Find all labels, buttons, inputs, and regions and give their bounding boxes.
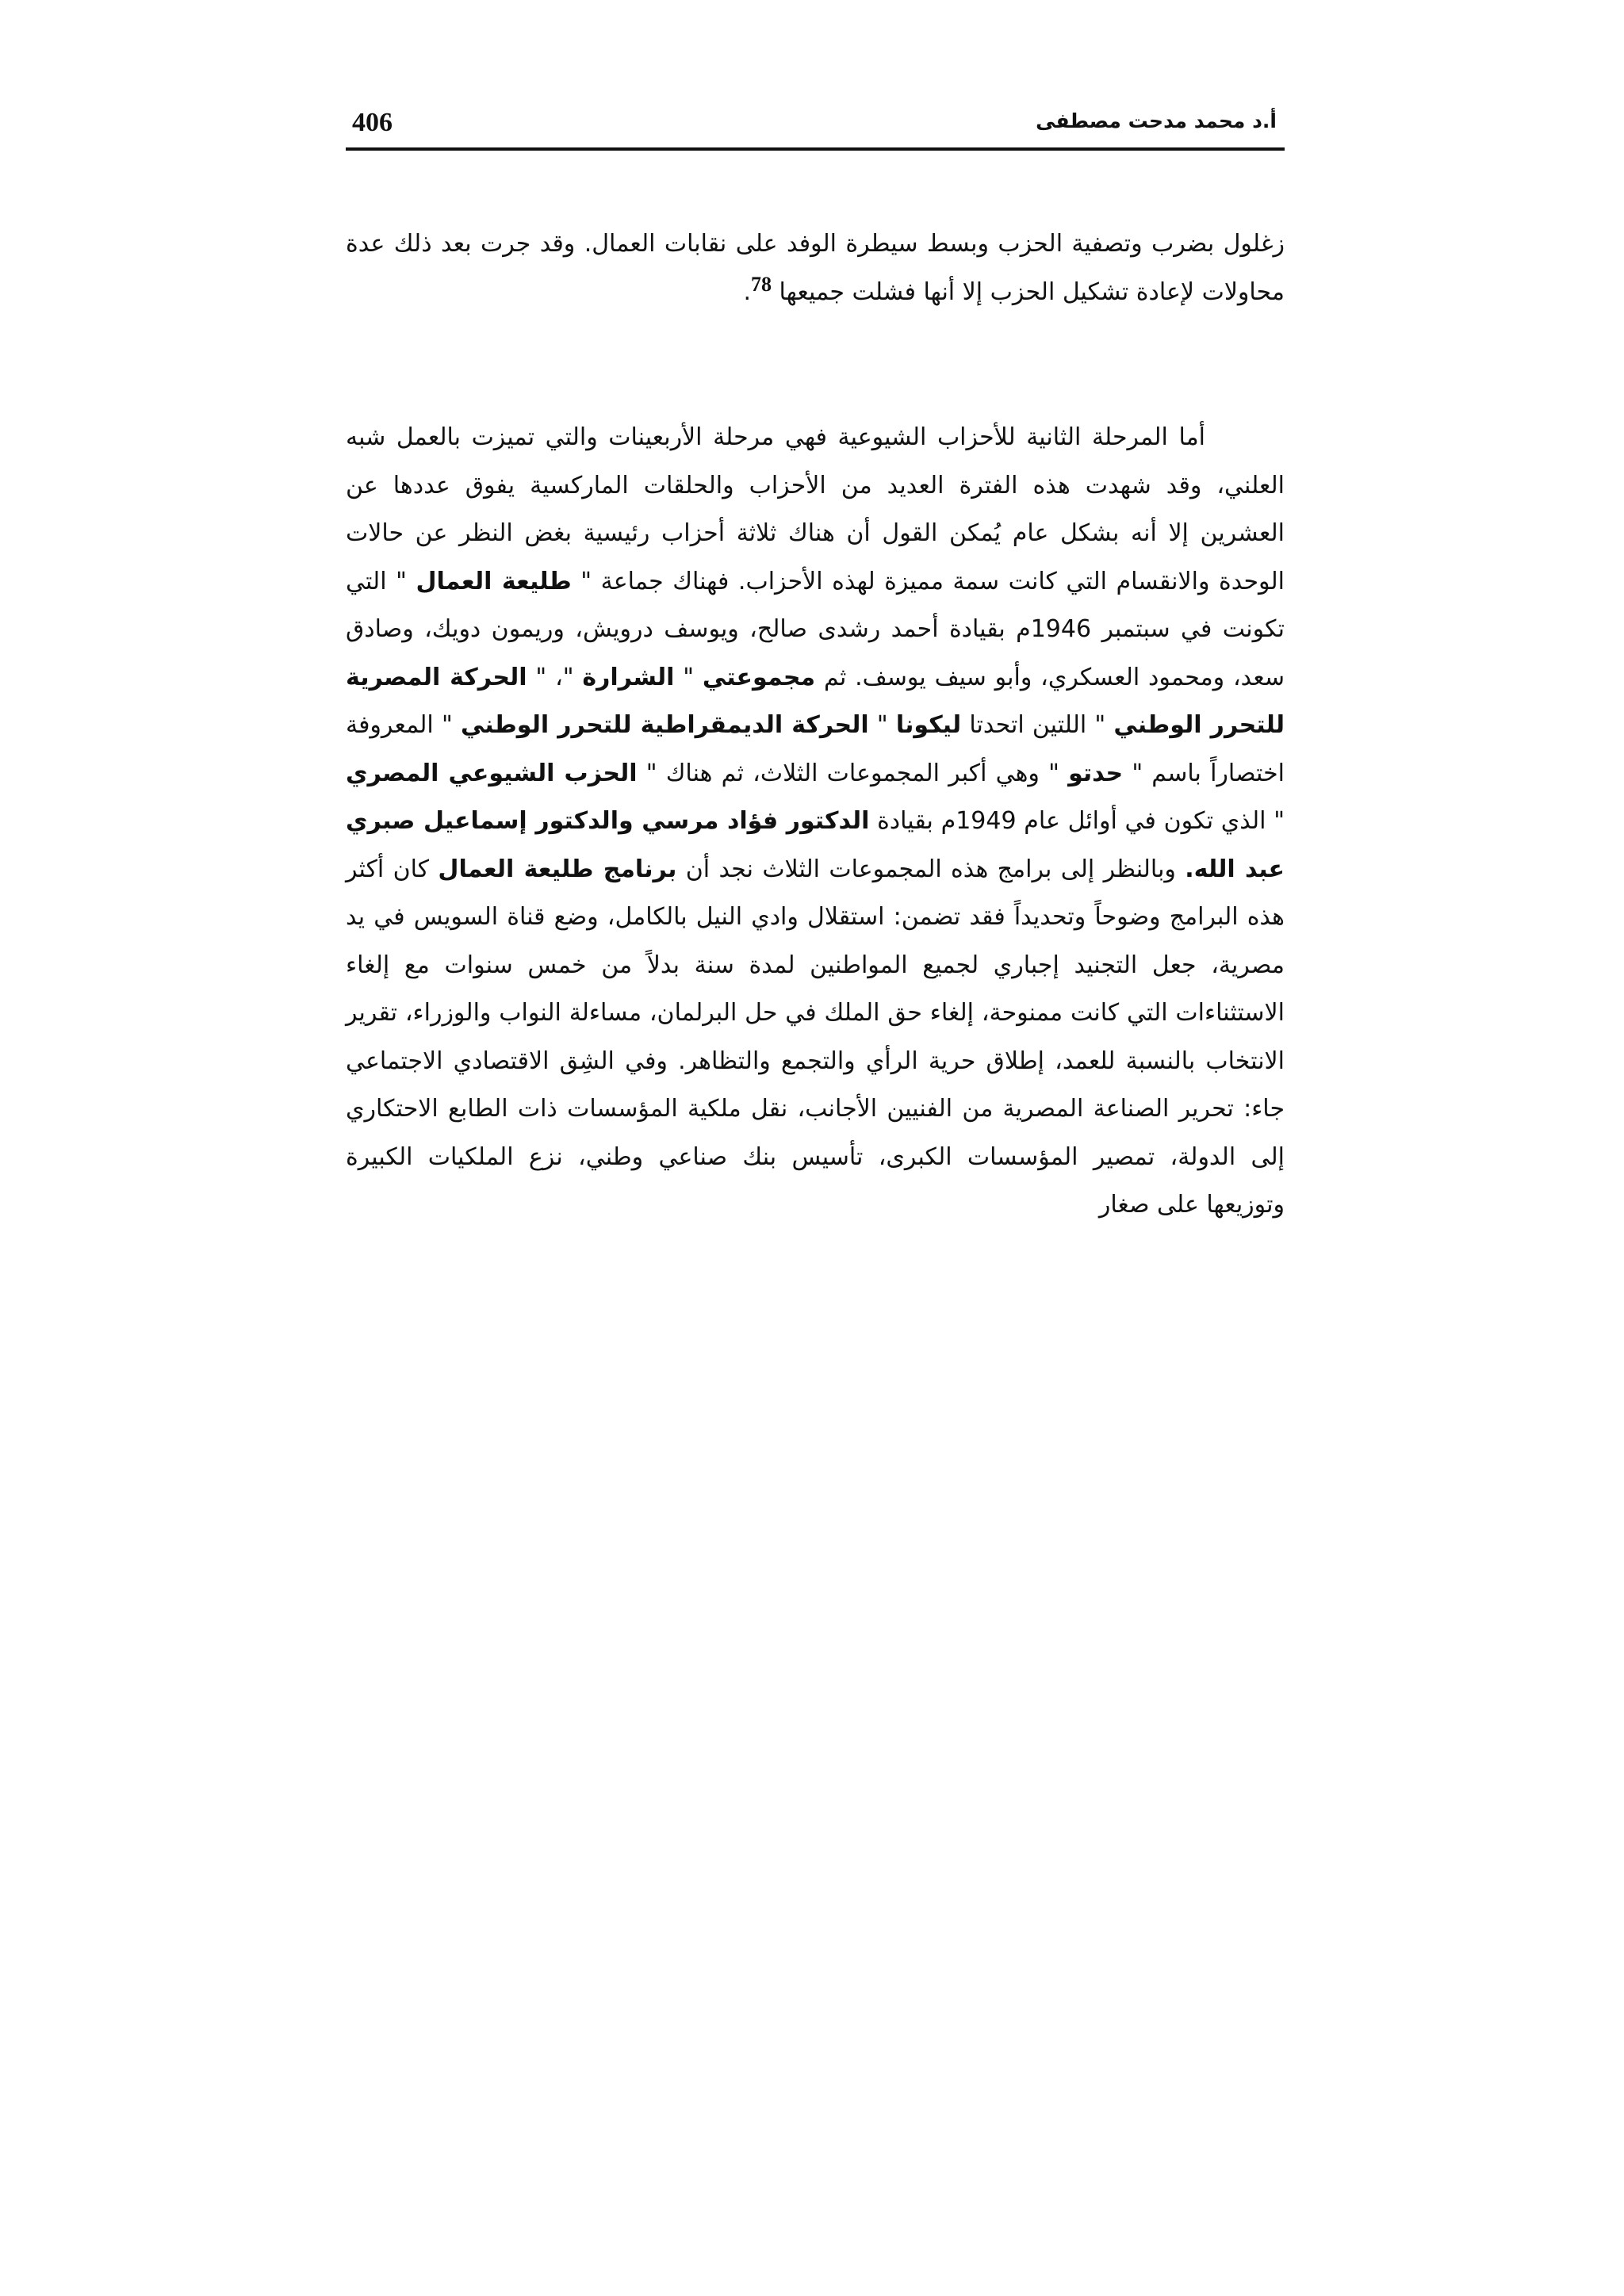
bold-term: الحزب الشيوعي المصري — [346, 759, 638, 787]
header-rule — [346, 147, 1285, 151]
text-segment: " وهي أكبر المجموعات الثلاث، ثم هناك " — [637, 759, 1069, 787]
text-segment: وبالنظر إلى برامج هذه المجموعات الثلاث نجد أن — [676, 855, 1185, 883]
paragraph-2 — [346, 414, 1285, 1230]
text-segment: " — [868, 711, 896, 739]
bold-term: حدتو — [1068, 759, 1124, 787]
text-segment: " — [674, 663, 703, 691]
bold-term: برنامج طليعة العمال — [438, 855, 677, 883]
paragraph-1-end: . — [743, 277, 751, 306]
paragraph-1-text: زغلول بضرب وتصفية الحزب وبسط سيطرة الوفد على نقابات العمال. وقد جرت بعد ذلك عدة محاولات لإعادة تشكيل الحزب إلا أنها فشلت جميعها — [346, 230, 1285, 306]
footnote-marker: 78 — [750, 272, 772, 296]
text-segment: "، " — [527, 663, 583, 691]
text-segment: أما المرحلة الثانية للأحزاب الشيوعية فهي مرحلة الأربعينات والتي تميزت بالعمل شبه العلني، وقد شهدت هذه الفترة العديد من الأحزاب والحلقات الماركسية يفوق عددها عن العشرين إلا أنه بشكل عام يُمكن القول أن هناك ثلاثة أحزاب رئيسية بغض النظر عن حالات الوحدة والانقسام التي كانت سمة مميزة لهذه الأحزاب. فهناك جماعة " — [346, 423, 1285, 595]
bold-term: الشرارة — [582, 663, 675, 691]
running-head-author: أ.د محمد مدحت مصطفى — [1036, 109, 1277, 132]
text-segment: " الذي تكون في أوائل عام 1949م بقيادة — [869, 807, 1285, 835]
bold-term: الحركة الديمقراطية للتحرر الوطني — [460, 711, 869, 739]
page-header — [346, 94, 1285, 149]
bold-term: ليكونا — [895, 711, 962, 739]
page-number: 406 — [352, 108, 393, 137]
bold-term: الحركة المصرية للتحرر الوطني — [346, 663, 1285, 739]
text-segment: " التي تكونت في سبتمبر 1946م بقيادة أحمد رشدى صالح، ويوسف درويش، وريمون دويك، وصادق سعد، ومحمود العسكري، وأبو سيف يوسف. ثم — [346, 567, 1285, 691]
text-segment: " اللتين اتحدتا — [961, 711, 1114, 739]
paragraph-1 — [346, 220, 1285, 316]
bold-term: طليعة العمال — [416, 567, 572, 595]
bold-term: الدكتور فؤاد مرسي والدكتور إسماعيل صبري عبد الله. — [346, 807, 1285, 883]
text-segment: " المعروفة اختصاراً باسم " — [346, 711, 1285, 787]
bold-term: مجموعتي — [702, 663, 816, 691]
text-segment: كان أكثر هذه البرامج وضوحاً وتحديداً فقد تضمن: استقلال وادي النيل بالكامل، وضع قناة السويس في يد مصرية، جعل التجنيد إجباري لجميع المواطنين لمدة سنة بدلاً من خمس سنوات مع إلغاء الاستثناءات التي كانت ممنوحة، إلغاء حق الملك في حل البرلمان، مساءلة النواب والوزراء، تقرير الانتخاب بالنسبة للعمد، إطلاق حرية الرأي والتجمع والتظاهر. وفي الشِق الاقتصادي الاجتماعي جاء: تحرير الصناعة المصرية من الفنيين الأجانب، نقل ملكية المؤسسات ذات الطابع الاحتكاري إلى الدولة، تمصير المؤسسات الكبرى، تأسيس بنك صناعي وطني، نزع الملكيات الكبيرة وتوزيعها على صغار — [346, 855, 1285, 1219]
